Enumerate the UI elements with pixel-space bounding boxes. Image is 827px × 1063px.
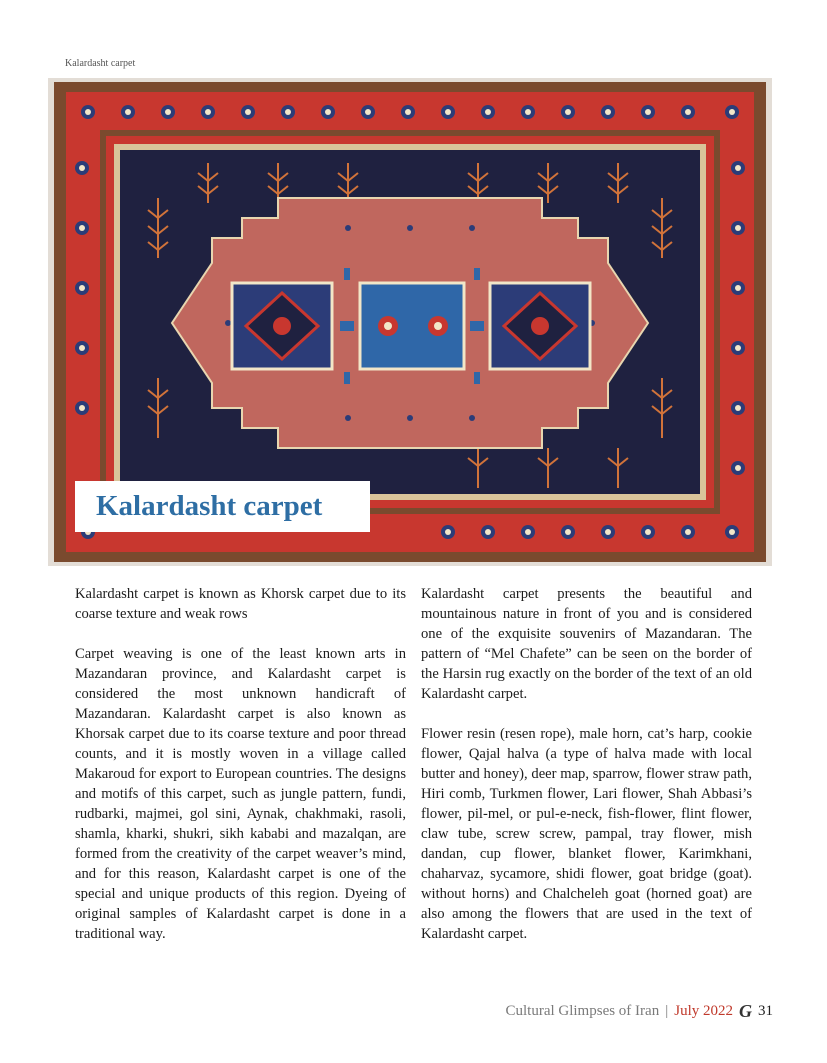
issue-date: July 2022: [674, 1003, 733, 1019]
article-paragraph: Carpet weaving is one of the least known arts in Mazandaran province, and Kalardasht carpet is considered the most unknown handicraft of Mazandaran. Kalardasht carpet is also known as Khorsak carpet due to its coarse texture and poor thread counts, and it is mostly woven in a village called Makaroud for export to European countries. The designs and motifs of this carpet, such as jungle pattern, fundi, rudbarki, majmei, gol sini, Aynak, chakhmaki, rasoli, shamla, kharki, shukri, sikh kababi and mazalqan, are formed from the creativity of the carpet weaver’s mind, and for this reason, Kalardasht carpet is one of the special and unique products of this region. Dyeing of original samples of Kalardasht carpet is done in a traditional way.: [75, 646, 406, 942]
publication-name: Cultural Glimpses of Iran: [505, 1003, 660, 1019]
photo-caption: Kalardasht carpet: [65, 58, 136, 69]
magazine-logo-icon: G: [739, 1001, 752, 1021]
page-number: 31: [758, 1003, 773, 1019]
page-footer: [505, 1001, 773, 1022]
footer-separator: |: [665, 1003, 669, 1019]
article-column-left: [75, 584, 406, 964]
article-paragraph: Kalardasht carpet presents the beautiful and mountainous nature in front of you and is considered one of the exquisite souvenirs of Mazandaran. The pattern of “Mel Chafete” can be seen on the border of the Harsin rug exactly on the border of the text of an old Kalardasht carpet.: [421, 586, 752, 702]
article-column-right: [421, 584, 752, 964]
carpet-title: Kalardasht carpet: [96, 490, 323, 522]
carpet-title-banner: [75, 481, 370, 532]
article-paragraph: Flower resin (resen rope), male horn, cat’s harp, cookie flower, Qajal halva (a type of halva made with local butter and honey), deer map, sparrow, flower straw path, Hiri comb, Turkmen flower, Lari flower, Shah Abbasi’s flower, pil-mel, or pul-e-neck, fish-flower, flint flower, claw tube, screw screw, pampal, tray flower, mish dandan, cup flower, blanket flower, Karimkhani, chaharvaz, sycamore, shidi flower, goat bridge (goat). without horns) and Chalcheleh goat (horned goat) are also among the flowers that are used in the text of Kalardasht carpet.: [421, 726, 752, 942]
article-paragraph: Kalardasht carpet is known as Khorsk carpet due to its coarse texture and weak rows: [75, 586, 406, 622]
